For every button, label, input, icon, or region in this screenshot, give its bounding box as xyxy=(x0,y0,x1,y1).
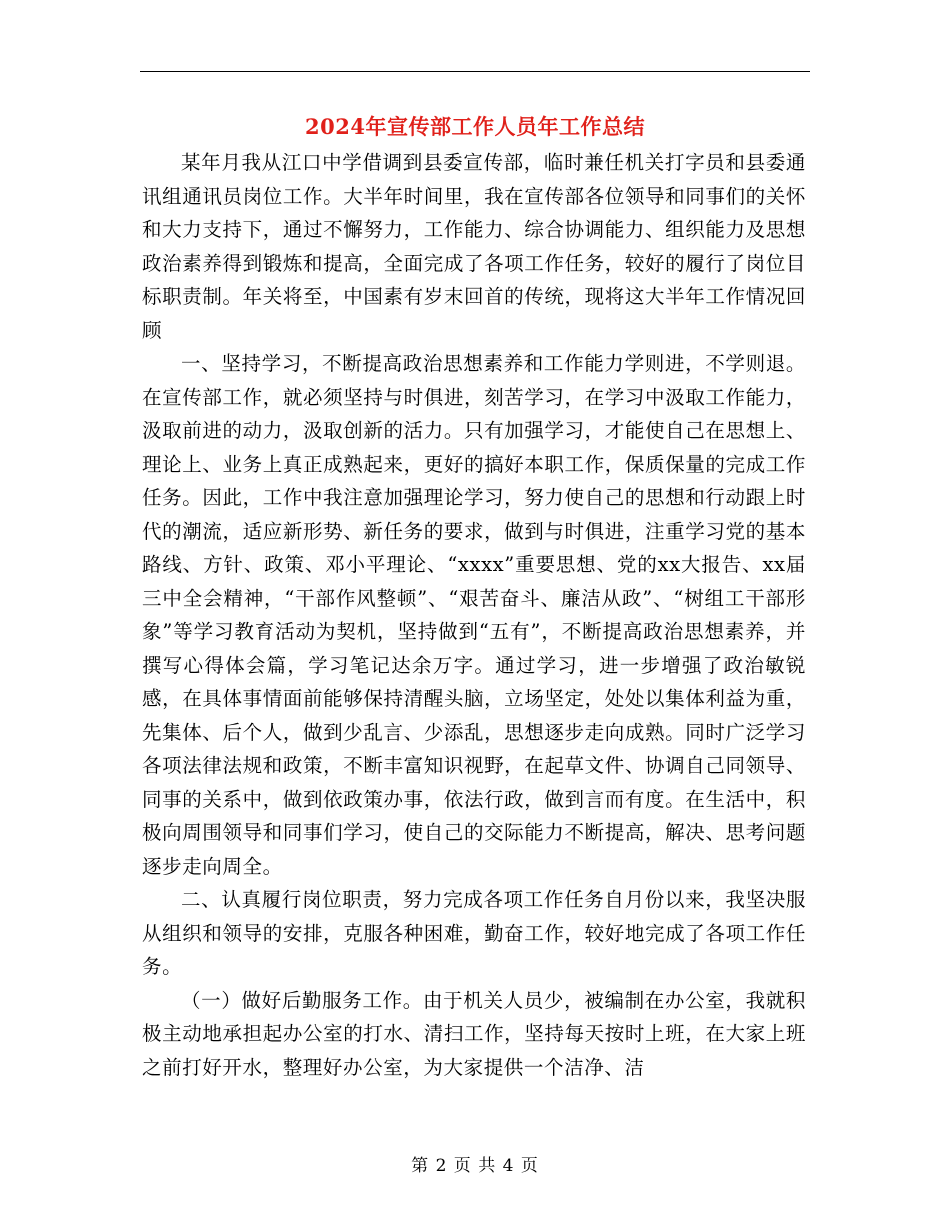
paragraph-section-2: 二、认真履行岗位职责，努力完成各项工作任务自月份以来，我坚决服从组织和领导的安排，克服各种困难，勤奋工作，较好地完成了各项工作任务。 xyxy=(142,888,806,978)
document-body xyxy=(142,146,806,1084)
page-number: 第 2 页 共 4 页 xyxy=(411,1156,539,1176)
paragraph-section-1: 一、坚持学习，不断提高政治思想素养和工作能力学则进，不学则退。在宣传部工作，就必须坚持与时俱进，刻苦学习，在学习中汲取工作能力，汲取前进的动力，汲取创新的活力。只有加强学习，才能使自己在思想上、理论上、业务上真正成熟起来，更好的搞好本职工作，保质保量的完成工作任务。因此，工作中我注意加强理论学习，努力使自己的思想和行动跟上时代的潮流，适应新形势、新任务的要求，做到与时俱进，注重学习党的基本路线、方针、政策、邓小平理论、“xxxx”重要思想、党的xx大报告、xx届三中全会精神，“干部作风整顿”、“艰苦奋斗、廉洁从政”、“树组工干部形象”等学习教育活动为契机，坚持做到“五有”，不断提高政治思想素养，并撰写心得体会篇，学习笔记达余万字。通过学习，进一步增强了政治敏锐感，在具体事情面前能够保持清醒头脑，立场坚定，处处以集体利益为重，先集体、后个人，做到少乱言、少添乱，思想逐步走向成熟。同时广泛学习各项法律法规和政策，不断丰富知识视野，在起草文件、协调自己同领导、同事的关系中，做到依政策办事，依法行政，做到言而有度。在生活中，积极向周围领导和同事们学习，使自己的交际能力不断提高，解决、思考问题逐步走向周全。 xyxy=(142,352,806,878)
document-title: 2024年宣传部工作人员年工作总结 xyxy=(305,114,645,139)
paragraph-intro: 某年月我从江口中学借调到县委宣传部，临时兼任机关打字员和县委通讯组通讯员岗位工作。大半年时间里，我在宣传部各位领导和同事们的关怀和大力支持下，通过不懈努力，工作能力、综合协调能力、组织能力及思想政治素养得到锻炼和提高，全面完成了各项工作任务，较好的履行了岗位目标职责制。年关将至，中国素有岁末回首的传统，现将这大半年工作情况回顾 xyxy=(142,151,806,342)
paragraph-subsection-1: （一）做好后勤服务工作。由于机关人员少，被编制在办公室，我就积极主动地承担起办公室的打水、清扫工作，坚持每天按时上班，在大家上班之前打好开水，整理好办公室，为大家提供一个洁净、洁 xyxy=(142,988,806,1079)
header-rule xyxy=(140,71,810,72)
